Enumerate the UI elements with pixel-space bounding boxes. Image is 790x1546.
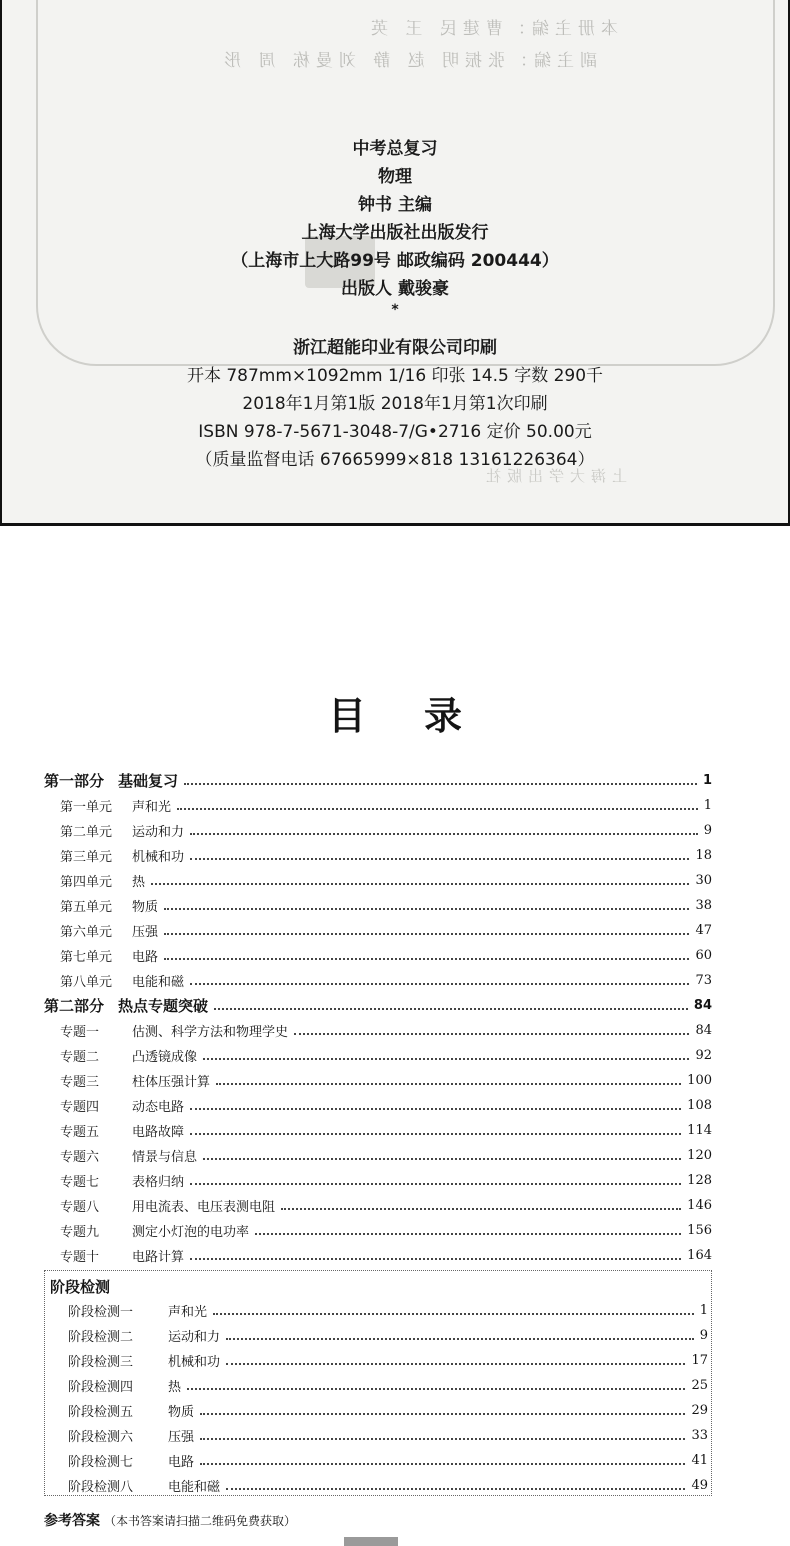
- toc-item[interactable]: [60, 869, 712, 891]
- leader-dots: [200, 1463, 685, 1465]
- page-number: 73: [695, 972, 712, 988]
- page-number: 1: [699, 1302, 708, 1318]
- stage-test-title: 阶段检测: [50, 1278, 111, 1296]
- answers-label: 参考答案: [44, 1513, 100, 1529]
- stage-number: 阶段检测三: [68, 1354, 134, 1370]
- leader-dots: [200, 1438, 685, 1440]
- leader-dots: [190, 983, 689, 985]
- toc-item[interactable]: [60, 1169, 712, 1191]
- publisher: 上海大学出版社出版发行: [301, 223, 489, 243]
- page-number: 84: [693, 997, 712, 1013]
- toc-item[interactable]: [60, 919, 712, 941]
- copyright-page: [0, 0, 790, 523]
- page-number: 1: [702, 772, 712, 788]
- page-number: 29: [691, 1402, 708, 1418]
- stage-name: 运动和力: [168, 1329, 221, 1345]
- toc-item[interactable]: [60, 1019, 712, 1041]
- toc-item[interactable]: [60, 819, 712, 841]
- unit-number: 第八单元: [60, 974, 113, 990]
- topic-name: 估测、科学方法和物理学史: [132, 1024, 289, 1040]
- print-smudge: [344, 1537, 398, 1546]
- page-number: 146: [687, 1197, 712, 1213]
- quality-phone: （质量监督电话 67665999×818 13161226364）: [195, 450, 595, 470]
- stage-name: 压强: [168, 1429, 195, 1445]
- leader-dots: [184, 783, 697, 785]
- part-number: 第二部分: [44, 996, 105, 1015]
- page-number: 84: [695, 1022, 712, 1038]
- part-name: 基础复习: [118, 771, 179, 790]
- topic-name: 用电流表、电压表测电阻: [132, 1199, 276, 1215]
- toc-item[interactable]: [60, 1219, 712, 1241]
- leader-dots: [281, 1208, 681, 1210]
- publisher-address: （上海市上大路99号 邮政编码 200444）: [231, 251, 559, 271]
- topic-number: 专题五: [60, 1124, 100, 1140]
- printer: 浙江超能印业有限公司印刷: [293, 338, 497, 358]
- page-number: 60: [695, 947, 712, 963]
- unit-number: 第四单元: [60, 874, 113, 890]
- toc-item[interactable]: [60, 1194, 712, 1216]
- page-number: 9: [703, 822, 712, 838]
- unit-number: 第一单元: [60, 799, 113, 815]
- unit-number: 第五单元: [60, 899, 113, 915]
- leader-dots: [190, 1108, 681, 1110]
- leader-dots: [164, 908, 689, 910]
- toc-item[interactable]: [60, 794, 712, 816]
- leader-dots: [216, 1083, 681, 1085]
- page-number: 114: [687, 1122, 712, 1138]
- stage-number: 阶段检测八: [68, 1479, 134, 1495]
- page-number: 49: [691, 1477, 708, 1493]
- unit-name: 热: [132, 874, 146, 890]
- page-number: 128: [687, 1172, 712, 1188]
- format-info: 开本 787mm×1092mm 1/16 印张 14.5 字数 290千: [186, 366, 604, 386]
- leader-dots: [226, 1338, 694, 1340]
- leader-dots: [255, 1233, 681, 1235]
- stage-number: 阶段检测四: [68, 1379, 134, 1395]
- edition-info: 2018年1月第1版 2018年1月第1次印刷: [242, 394, 548, 414]
- separator-asterisk: *: [391, 302, 399, 318]
- leader-dots: [203, 1158, 681, 1160]
- bleed-through-text: 副主编：张振明 赵 静 刘曼栋 周 彤: [218, 51, 598, 71]
- topic-number: 专题十: [60, 1249, 100, 1265]
- toc-item[interactable]: [60, 1144, 712, 1166]
- page-number: 38: [695, 897, 712, 913]
- leader-dots: [190, 1133, 681, 1135]
- page-border: [0, 0, 2, 523]
- toc-item[interactable]: [60, 894, 712, 916]
- unit-number: 第六单元: [60, 924, 113, 940]
- stage-number: 阶段检测五: [68, 1404, 134, 1420]
- leader-dots: [151, 883, 689, 885]
- page-number: 25: [691, 1377, 708, 1393]
- unit-name: 压强: [132, 924, 159, 940]
- toc-item[interactable]: [60, 944, 712, 966]
- page-number: 33: [691, 1427, 708, 1443]
- topic-number: 专题二: [60, 1049, 100, 1065]
- unit-name: 电能和磁: [132, 974, 185, 990]
- page-number: 41: [691, 1452, 708, 1468]
- topic-name: 电路计算: [132, 1249, 185, 1265]
- page-number: 1: [703, 797, 712, 813]
- toc-item[interactable]: [60, 1044, 712, 1066]
- leader-dots: [190, 1258, 681, 1260]
- page-number: 156: [687, 1222, 712, 1238]
- series-title: 中考总复习: [352, 139, 438, 159]
- unit-name: 机械和功: [132, 849, 185, 865]
- toc-stage-item[interactable]: [68, 1474, 708, 1496]
- stage-name: 电能和磁: [168, 1479, 221, 1495]
- page-number: 47: [695, 922, 712, 938]
- page-number: 164: [687, 1247, 712, 1263]
- leader-dots: [190, 1183, 681, 1185]
- unit-name: 物质: [132, 899, 159, 915]
- bleed-through-text: 本册主编：曹建民 王 英: [365, 19, 618, 39]
- toc-stage-item[interactable]: [68, 1299, 708, 1321]
- page-number: 17: [691, 1352, 708, 1368]
- page-number: 100: [687, 1072, 712, 1088]
- topic-name: 电路故障: [132, 1124, 185, 1140]
- unit-name: 运动和力: [132, 824, 185, 840]
- toc-title: 目录: [327, 694, 520, 738]
- toc-stage-item[interactable]: [68, 1424, 708, 1446]
- unit-number: 第七单元: [60, 949, 113, 965]
- topic-number: 专题四: [60, 1099, 100, 1115]
- page-number: 30: [695, 872, 712, 888]
- stage-number: 阶段检测一: [68, 1304, 134, 1320]
- toc-part-1[interactable]: [44, 769, 712, 791]
- toc-item[interactable]: [60, 1244, 712, 1266]
- topic-name: 凸透镜成像: [132, 1049, 198, 1065]
- toc-item[interactable]: [60, 969, 712, 991]
- stage-name: 电路: [168, 1454, 195, 1470]
- leader-dots: [213, 1313, 694, 1315]
- topic-name: 表格归纳: [132, 1174, 185, 1190]
- stage-number: 阶段检测七: [68, 1454, 134, 1470]
- part-name: 热点专题突破: [118, 996, 209, 1015]
- stage-name: 热: [168, 1379, 182, 1395]
- topic-number: 专题八: [60, 1199, 100, 1215]
- leader-dots: [164, 933, 689, 935]
- leader-dots: [214, 1008, 688, 1010]
- subject: 物理: [378, 167, 412, 187]
- toc-part-2[interactable]: [44, 994, 712, 1016]
- answers-line[interactable]: [44, 1510, 296, 1530]
- leader-dots: [200, 1413, 685, 1415]
- leader-dots: [190, 858, 689, 860]
- topic-name: 柱体压强计算: [132, 1074, 211, 1090]
- toc-item[interactable]: [60, 844, 712, 866]
- page-number: 92: [695, 1047, 712, 1063]
- leader-dots: [226, 1363, 685, 1365]
- editor: 钟书 主编: [358, 195, 432, 215]
- leader-dots: [294, 1033, 689, 1035]
- toc-item[interactable]: [60, 1069, 712, 1091]
- page-divider: [0, 523, 790, 526]
- topic-name: 测定小灯泡的电功率: [132, 1224, 250, 1240]
- answers-note: （本书答案请扫描二维码免费获取）: [104, 1514, 297, 1528]
- unit-name: 声和光: [132, 799, 172, 815]
- topic-number: 专题一: [60, 1024, 100, 1040]
- unit-name: 电路: [132, 949, 159, 965]
- leader-dots: [177, 808, 698, 810]
- stage-name: 机械和功: [168, 1354, 221, 1370]
- toc-item[interactable]: [60, 1094, 712, 1116]
- toc-stage-item[interactable]: [68, 1324, 708, 1346]
- topic-number: 专题三: [60, 1074, 100, 1090]
- page-number: 108: [687, 1097, 712, 1113]
- topic-number: 专题九: [60, 1224, 100, 1240]
- leader-dots: [203, 1058, 689, 1060]
- toc-item[interactable]: [60, 1119, 712, 1141]
- page-number: 18: [695, 847, 712, 863]
- unit-number: 第二单元: [60, 824, 113, 840]
- bleed-through-text: 上海大学出版社: [480, 467, 628, 485]
- stage-name: 物质: [168, 1404, 195, 1420]
- topic-number: 专题六: [60, 1149, 100, 1165]
- topic-name: 情景与信息: [132, 1149, 198, 1165]
- toc-stage-item[interactable]: [68, 1399, 708, 1421]
- leader-dots: [187, 1388, 685, 1390]
- stage-name: 声和光: [168, 1304, 208, 1320]
- leader-dots: [226, 1488, 685, 1490]
- topic-number: 专题七: [60, 1174, 100, 1190]
- stage-number: 阶段检测六: [68, 1429, 134, 1445]
- toc-stage-item[interactable]: [68, 1449, 708, 1471]
- unit-number: 第三单元: [60, 849, 113, 865]
- isbn-price: ISBN 978-7-5671-3048-7/G•2716 定价 50.00元: [198, 422, 592, 442]
- part-number: 第一部分: [44, 771, 105, 790]
- page-number: 120: [687, 1147, 712, 1163]
- stage-number: 阶段检测二: [68, 1329, 134, 1345]
- page-number: 9: [699, 1327, 708, 1343]
- toc-stage-item[interactable]: [68, 1349, 708, 1371]
- leader-dots: [190, 833, 698, 835]
- publisher-person: 出版人 戴骏豪: [341, 279, 449, 299]
- toc-stage-item[interactable]: [68, 1374, 708, 1396]
- topic-name: 动态电路: [132, 1099, 185, 1115]
- leader-dots: [164, 958, 689, 960]
